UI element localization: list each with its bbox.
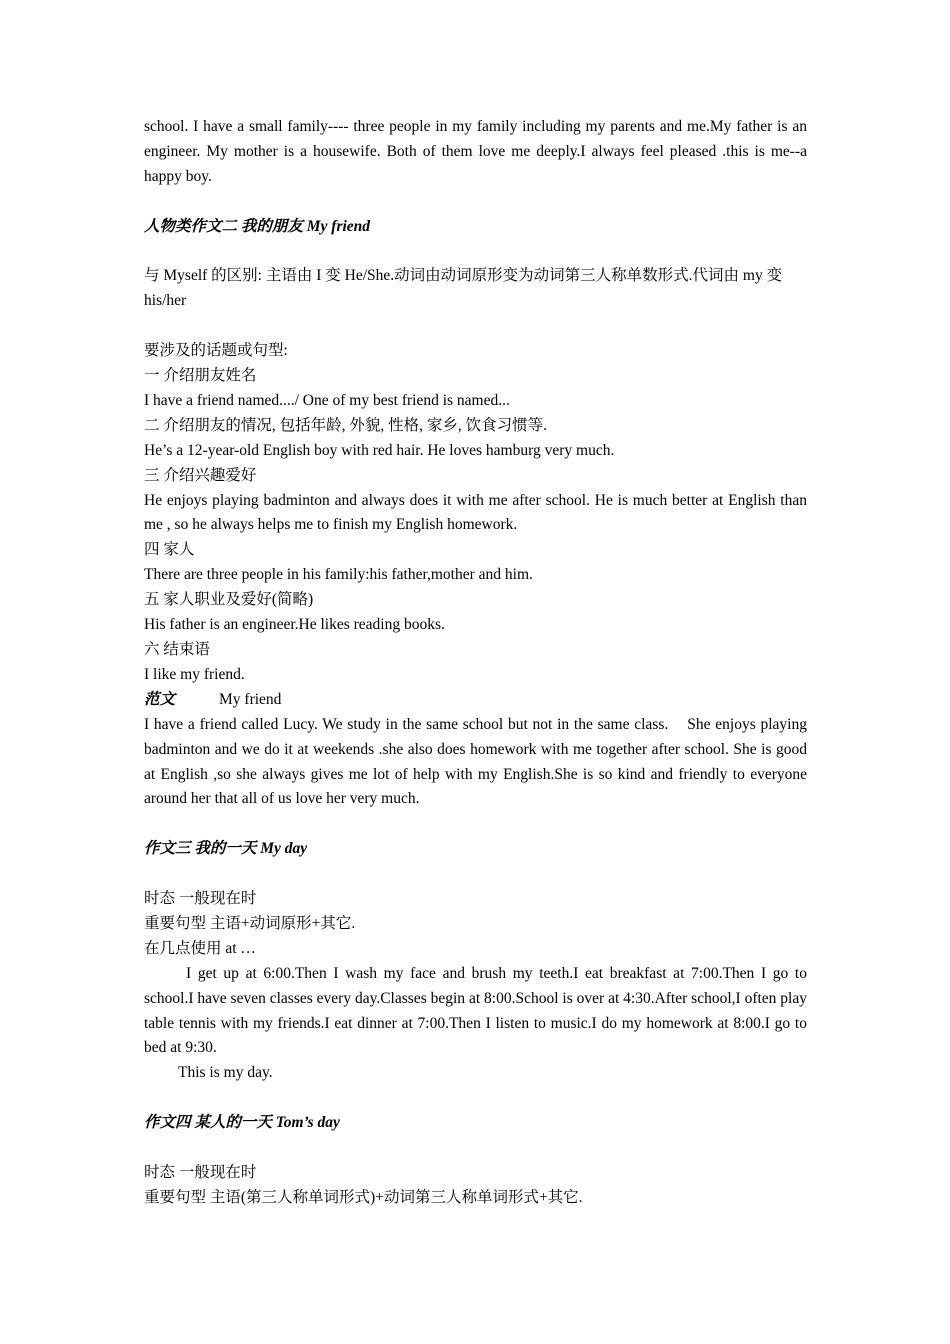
section4-heading: 作文四 某人的一天 Tom’s day: [144, 1114, 340, 1132]
section3-essay: I get up at 6:00.Then I wash my face and brush my teeth.I eat breakfast at 7:00.Then I go to school.I have seven classes every day.Classes begin at 8:00.School is over at 4:30.After school,I often play table tennis with my friends.I eat dinner at 7:00.Then I listen to music.I do my homework at 8:00.I go to bed at 9:30.: [144, 964, 807, 1057]
section2-item: 一 介绍朋友姓名: [144, 367, 257, 385]
model-essay-label: 范文: [144, 690, 176, 708]
section2-heading: 人物类作文二 我的朋友 My friend: [144, 217, 371, 235]
model-essay-title-line: [144, 688, 807, 713]
section4-tense: 时态 一般现在时: [144, 1163, 257, 1181]
document-page: [144, 115, 811, 1211]
model-essay-title: My friend: [219, 690, 282, 708]
section3-tense: 时态 一般现在时: [144, 890, 257, 908]
section2-item: He’s a 12-year-old English boy with red hair. He loves hamburg very much.: [144, 441, 615, 459]
section2-item: I like my friend.: [144, 665, 245, 683]
section2-diff-note: 与 Myself 的区别: 主语由 I 变 He/She.动词由动词原形变为动词第三人称单数形式.代词由 my 变 his/her: [144, 267, 783, 310]
section2-item: 二 介绍朋友的情况, 包括年龄, 外貌, 性格, 家乡, 饮食习惯等.: [144, 416, 548, 434]
model-essay-text: I have a friend called Lucy. We study in the same school but not in the same class. She enjoys playing badminton and we do it at weekends .she also does homework with me together after school. She is good at English ,so she always gives me lot of help with my English.She is so kind and friendly to everyone around her that all of us love her very much.: [144, 715, 811, 808]
section3-heading: 作文三 我的一天 My day: [144, 840, 308, 858]
section3-pattern: 重要句型 主语+动词原形+其它.: [144, 914, 356, 932]
section2-item: He enjoys playing badminton and always does it with me after school. He is much better at English than me , so he always helps me to finish my English homework.: [144, 491, 807, 534]
section4-pattern: 重要句型 主语(第三人称单词形式)+动词第三人称单词形式+其它.: [144, 1188, 583, 1206]
section2-item: There are three people in his family:his father,mother and him.: [144, 566, 533, 584]
section2-item: 三 介绍兴趣爱好: [144, 466, 257, 484]
section2-item: 五 家人职业及爱好(简略): [144, 591, 314, 609]
section3-time-note: 在几点使用 at …: [144, 939, 256, 957]
intro-paragraph: school. I have a small family---- three people in my family including my parents and me.My father is an engineer. My mother is a housewife. Both of them love me deeply.I always feel pleased .this is me--a happy boy.: [144, 118, 807, 185]
section2-item: 六 结束语: [144, 640, 210, 658]
section3-closing: This is my day.: [178, 1064, 273, 1082]
section2-item: 四 家人: [144, 541, 195, 559]
section2-topics-label: 要涉及的话题或句型:: [144, 342, 288, 360]
section2-item: I have a friend named..../ One of my best friend is named...: [144, 391, 510, 409]
section2-item: His father is an engineer.He likes reading books.: [144, 616, 445, 634]
